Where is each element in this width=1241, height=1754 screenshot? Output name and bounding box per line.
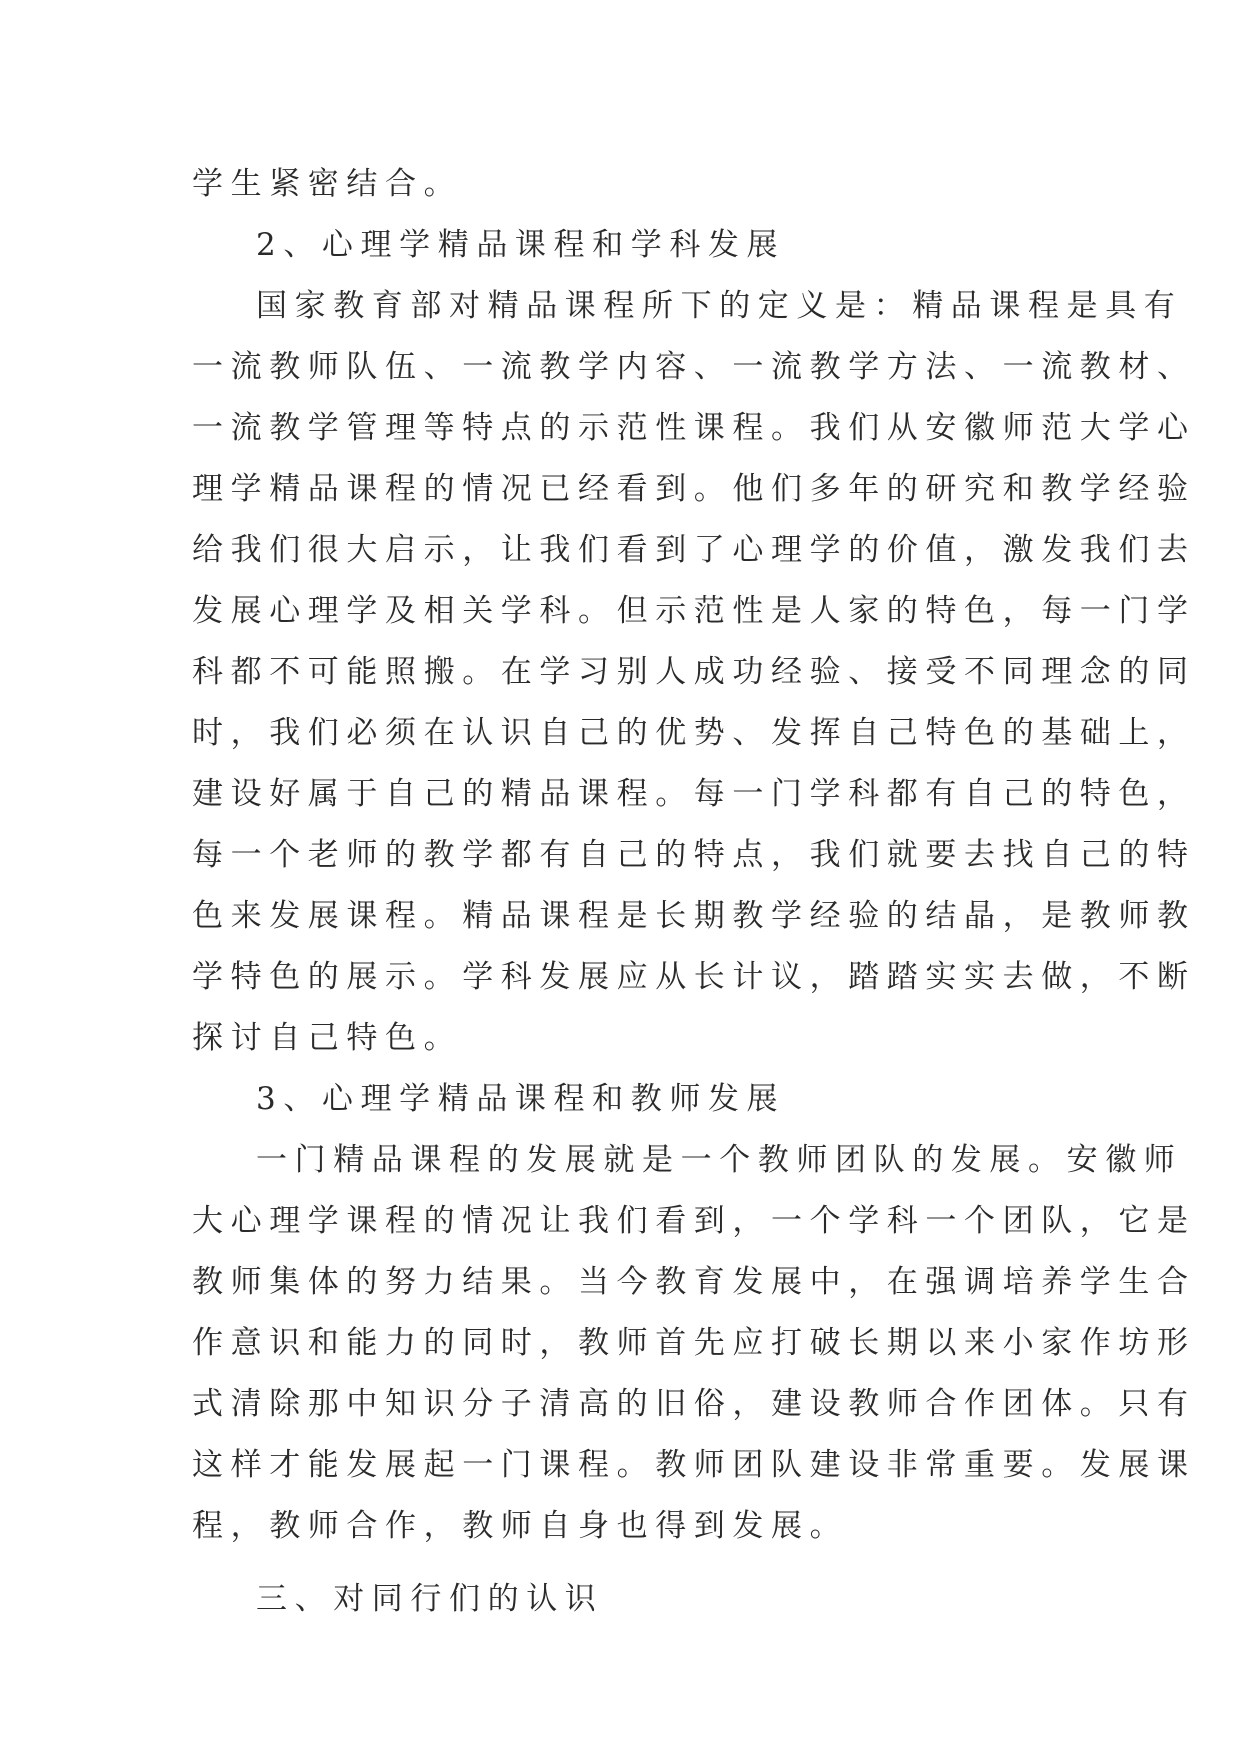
- paragraph-line: 色来发展课程。精品课程是长期教学经验的结晶，是教师教: [192, 898, 1196, 934]
- paragraph-line: 学特色的展示。学科发展应从长计议，踏踏实实去做，不断: [192, 959, 1196, 995]
- paragraph-line: 教师集体的努力结果。当今教育发展中，在强调培养学生合: [192, 1264, 1196, 1300]
- document-body: [192, 154, 1196, 1630]
- paragraph-line: 程，教师合作，教师自身也得到发展。: [192, 1508, 849, 1544]
- paragraph-line: 给我们很大启示，让我们看到了心理学的价值，激发我们去: [192, 532, 1196, 568]
- section-heading: 3、心理学精品课程和教师发展: [256, 1081, 786, 1117]
- paragraph-line: 科都不可能照搬。在学习别人成功经验、接受不同理念的同: [192, 654, 1196, 690]
- paragraph-line: 发展心理学及相关学科。但示范性是人家的特色，每一门学: [192, 593, 1196, 629]
- paragraph-line: 国家教育部对精品课程所下的定义是：精品课程是具有: [256, 288, 1183, 324]
- paragraph-line: 一流教学管理等特点的示范性课程。我们从安徽师范大学心: [192, 410, 1196, 446]
- paragraph-line: 式清除那中知识分子清高的旧俗，建设教师合作团体。只有: [192, 1386, 1196, 1422]
- paragraph-line: 理学精品课程的情况已经看到。他们多年的研究和教学经验: [192, 471, 1196, 507]
- section-heading: 三、对同行们的认识: [256, 1581, 604, 1617]
- paragraph-line: 时，我们必须在认识自己的优势、发挥自己特色的基础上，: [192, 715, 1196, 751]
- paragraph-line: 这样才能发展起一门课程。教师团队建设非常重要。发展课: [192, 1447, 1196, 1483]
- paragraph-line: 每一个老师的教学都有自己的特点，我们就要去找自己的特: [192, 837, 1196, 873]
- paragraph-line: 大心理学课程的情况让我们看到，一个学科一个团队，它是: [192, 1203, 1196, 1239]
- section-gap: [192, 1557, 1052, 1569]
- section-heading: 2、心理学精品课程和学科发展: [256, 227, 786, 263]
- paragraph-line: 一门精品课程的发展就是一个教师团队的发展。安徽师: [256, 1142, 1183, 1178]
- paragraph-line: 一流教师队伍、一流教学内容、一流教学方法、一流教材、: [192, 349, 1196, 385]
- paragraph-line: 学生紧密结合。: [192, 166, 463, 202]
- paragraph-line: 作意识和能力的同时，教师首先应打破长期以来小家作坊形: [192, 1325, 1196, 1361]
- paragraph-line: 建设好属于自己的精品课程。每一门学科都有自己的特色，: [192, 776, 1196, 812]
- paragraph-line: 探讨自己特色。: [192, 1020, 463, 1056]
